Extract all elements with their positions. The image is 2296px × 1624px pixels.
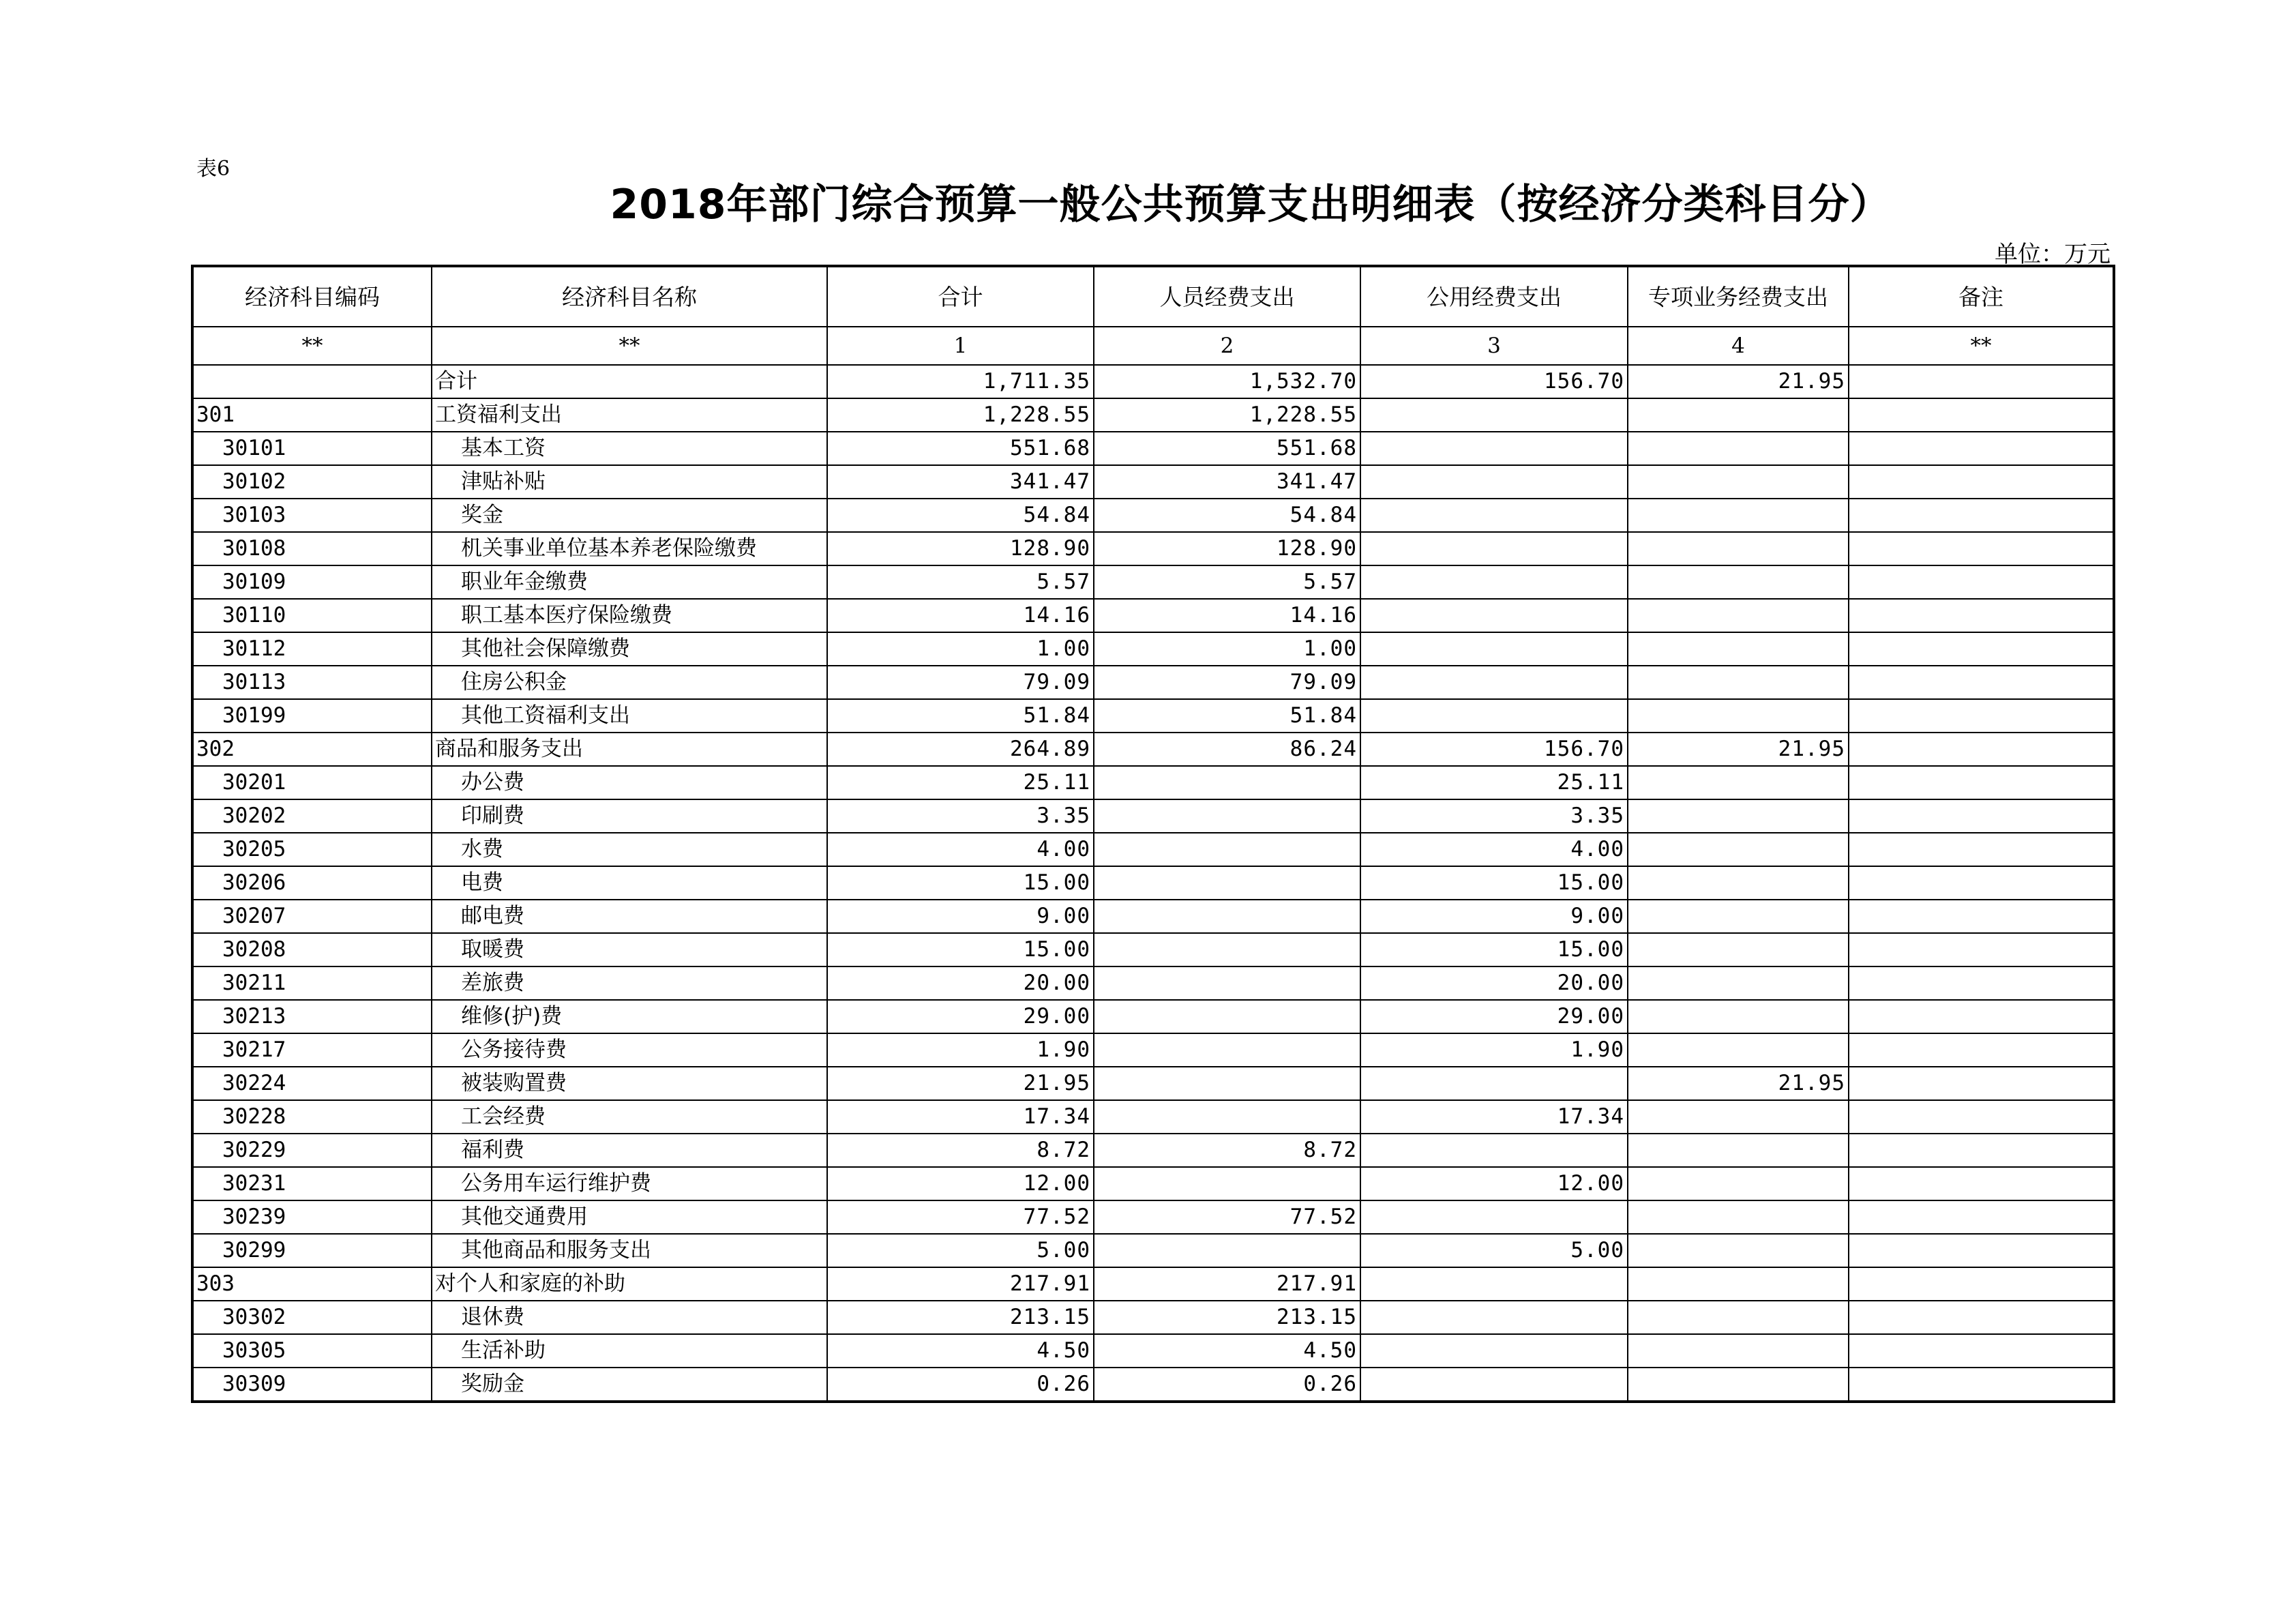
- total-cell: 54.84: [827, 499, 1094, 532]
- header-special: 专项业务经费支出: [1628, 266, 1849, 327]
- special-cell: [1628, 465, 1849, 499]
- public-cell: [1360, 699, 1628, 733]
- code-cell: 30207: [192, 900, 432, 933]
- special-cell: [1628, 1100, 1849, 1134]
- name-cell: 办公费: [432, 766, 827, 799]
- code-cell: 30231: [192, 1167, 432, 1200]
- note-cell: [1849, 1067, 2114, 1100]
- table-row: [192, 1368, 2114, 1402]
- index-cell: 4: [1628, 327, 1849, 365]
- public-cell: [1360, 1200, 1628, 1234]
- table-row: [192, 465, 2114, 499]
- code-cell: 30217: [192, 1033, 432, 1067]
- code-cell: 30103: [192, 499, 432, 532]
- total-cell: 51.84: [827, 699, 1094, 733]
- total-cell: 21.95: [827, 1067, 1094, 1100]
- name-cell: 其他工资福利支出: [432, 699, 827, 733]
- personnel-cell: 213.15: [1094, 1301, 1360, 1334]
- header-row: [192, 266, 2114, 327]
- personnel-cell: 1.00: [1094, 632, 1360, 666]
- name-cell: 机关事业单位基本养老保险缴费: [432, 532, 827, 565]
- total-cell: 264.89: [827, 733, 1094, 766]
- name-cell: 福利费: [432, 1134, 827, 1167]
- code-cell: 301: [192, 398, 432, 432]
- table-row: [192, 1200, 2114, 1234]
- note-cell: [1849, 1368, 2114, 1402]
- personnel-cell: [1094, 900, 1360, 933]
- note-cell: [1849, 833, 2114, 866]
- table-row: [192, 1000, 2114, 1033]
- personnel-cell: 128.90: [1094, 532, 1360, 565]
- note-cell: [1849, 599, 2114, 632]
- table-row: [192, 733, 2114, 766]
- index-cell: 3: [1360, 327, 1628, 365]
- public-cell: [1360, 1334, 1628, 1368]
- total-cell: 77.52: [827, 1200, 1094, 1234]
- name-cell: 奖励金: [432, 1368, 827, 1402]
- public-cell: [1360, 666, 1628, 699]
- total-cell: 213.15: [827, 1301, 1094, 1334]
- personnel-cell: 54.84: [1094, 499, 1360, 532]
- total-cell: 9.00: [827, 900, 1094, 933]
- special-cell: [1628, 632, 1849, 666]
- header-public: 公用经费支出: [1360, 266, 1628, 327]
- name-cell: 商品和服务支出: [432, 733, 827, 766]
- special-cell: [1628, 499, 1849, 532]
- note-cell: [1849, 1033, 2114, 1067]
- special-cell: [1628, 900, 1849, 933]
- name-cell: 印刷费: [432, 799, 827, 833]
- table-row: [192, 666, 2114, 699]
- special-cell: [1628, 1334, 1849, 1368]
- personnel-cell: [1094, 1100, 1360, 1134]
- special-cell: [1628, 1267, 1849, 1301]
- name-cell: 电费: [432, 866, 827, 900]
- personnel-cell: 0.26: [1094, 1368, 1360, 1402]
- public-cell: [1360, 398, 1628, 432]
- name-cell: 工资福利支出: [432, 398, 827, 432]
- public-cell: [1360, 465, 1628, 499]
- name-cell: 其他商品和服务支出: [432, 1234, 827, 1267]
- note-cell: [1849, 465, 2114, 499]
- name-cell: 其他社会保障缴费: [432, 632, 827, 666]
- name-cell: 基本工资: [432, 432, 827, 465]
- special-cell: [1628, 933, 1849, 966]
- note-cell: [1849, 666, 2114, 699]
- personnel-cell: 79.09: [1094, 666, 1360, 699]
- code-cell: 30309: [192, 1368, 432, 1402]
- table-row: [192, 1033, 2114, 1067]
- public-cell: 12.00: [1360, 1167, 1628, 1200]
- index-row: [192, 327, 2114, 365]
- public-cell: 17.34: [1360, 1100, 1628, 1134]
- total-cell: 25.11: [827, 766, 1094, 799]
- note-cell: [1849, 1200, 2114, 1234]
- name-cell: 公务接待费: [432, 1033, 827, 1067]
- note-cell: [1849, 1100, 2114, 1134]
- total-cell: 217.91: [827, 1267, 1094, 1301]
- note-cell: [1849, 632, 2114, 666]
- code-cell: 30112: [192, 632, 432, 666]
- personnel-cell: 4.50: [1094, 1334, 1360, 1368]
- header-name: 经济科目名称: [432, 266, 827, 327]
- index-cell: 2: [1094, 327, 1360, 365]
- table-row: [192, 699, 2114, 733]
- table-row: [192, 1334, 2114, 1368]
- table-row: [192, 565, 2114, 599]
- name-cell: 公务用车运行维护费: [432, 1167, 827, 1200]
- code-cell: 30101: [192, 432, 432, 465]
- note-cell: [1849, 1167, 2114, 1200]
- public-cell: 29.00: [1360, 1000, 1628, 1033]
- public-cell: 20.00: [1360, 966, 1628, 1000]
- index-cell: **: [1849, 327, 2114, 365]
- note-cell: [1849, 933, 2114, 966]
- total-cell: 128.90: [827, 532, 1094, 565]
- code-cell: 30202: [192, 799, 432, 833]
- table-row: [192, 1134, 2114, 1167]
- special-cell: [1628, 1234, 1849, 1267]
- total-cell: 17.34: [827, 1100, 1094, 1134]
- page-title: 2018年部门综合预算一般公共预算支出明细表（按经济分类科目分）: [610, 181, 1892, 228]
- name-cell: 职工基本医疗保险缴费: [432, 599, 827, 632]
- table-row: [192, 1234, 2114, 1267]
- note-cell: [1849, 766, 2114, 799]
- note-cell: [1849, 1134, 2114, 1167]
- code-cell: 30229: [192, 1134, 432, 1167]
- personnel-cell: 86.24: [1094, 733, 1360, 766]
- table-row: [192, 365, 2114, 398]
- public-cell: [1360, 1368, 1628, 1402]
- code-cell: 30109: [192, 565, 432, 599]
- code-cell: 30208: [192, 933, 432, 966]
- public-cell: [1360, 432, 1628, 465]
- public-cell: 15.00: [1360, 933, 1628, 966]
- personnel-cell: [1094, 966, 1360, 1000]
- special-cell: 21.95: [1628, 365, 1849, 398]
- note-cell: [1849, 966, 2114, 1000]
- note-cell: [1849, 866, 2114, 900]
- name-cell: 被装购置费: [432, 1067, 827, 1100]
- table-row: [192, 398, 2114, 432]
- personnel-cell: [1094, 1033, 1360, 1067]
- public-cell: 5.00: [1360, 1234, 1628, 1267]
- note-cell: [1849, 1334, 2114, 1368]
- name-cell: 生活补助: [432, 1334, 827, 1368]
- total-cell: 29.00: [827, 1000, 1094, 1033]
- special-cell: [1628, 532, 1849, 565]
- header-total: 合计: [827, 266, 1094, 327]
- total-cell: 5.57: [827, 565, 1094, 599]
- public-cell: [1360, 532, 1628, 565]
- personnel-cell: 1,228.55: [1094, 398, 1360, 432]
- public-cell: 3.35: [1360, 799, 1628, 833]
- special-cell: [1628, 1301, 1849, 1334]
- note-cell: [1849, 699, 2114, 733]
- table-row: [192, 966, 2114, 1000]
- public-cell: 1.90: [1360, 1033, 1628, 1067]
- personnel-cell: 14.16: [1094, 599, 1360, 632]
- name-cell: 职业年金缴费: [432, 565, 827, 599]
- note-cell: [1849, 565, 2114, 599]
- personnel-cell: [1094, 1000, 1360, 1033]
- total-cell: 15.00: [827, 866, 1094, 900]
- code-cell: 302: [192, 733, 432, 766]
- special-cell: 21.95: [1628, 1067, 1849, 1100]
- total-cell: 1,228.55: [827, 398, 1094, 432]
- personnel-cell: 1,532.70: [1094, 365, 1360, 398]
- special-cell: [1628, 432, 1849, 465]
- code-cell: 303: [192, 1267, 432, 1301]
- personnel-cell: [1094, 766, 1360, 799]
- total-cell: 4.50: [827, 1334, 1094, 1368]
- code-cell: 30228: [192, 1100, 432, 1134]
- index-cell: **: [192, 327, 432, 365]
- table-row: [192, 799, 2114, 833]
- name-cell: 对个人和家庭的补助: [432, 1267, 827, 1301]
- total-cell: 1.00: [827, 632, 1094, 666]
- code-cell: 30305: [192, 1334, 432, 1368]
- total-cell: 1.90: [827, 1033, 1094, 1067]
- table-number: 表6: [196, 157, 230, 181]
- special-cell: [1628, 1167, 1849, 1200]
- total-cell: 79.09: [827, 666, 1094, 699]
- code-cell: [192, 365, 432, 398]
- note-cell: [1849, 432, 2114, 465]
- public-cell: 156.70: [1360, 733, 1628, 766]
- total-cell: 0.26: [827, 1368, 1094, 1402]
- code-cell: 30108: [192, 532, 432, 565]
- personnel-cell: 8.72: [1094, 1134, 1360, 1167]
- table-row: [192, 833, 2114, 866]
- name-cell: 住房公积金: [432, 666, 827, 699]
- note-cell: [1849, 1234, 2114, 1267]
- total-cell: 20.00: [827, 966, 1094, 1000]
- special-cell: 21.95: [1628, 733, 1849, 766]
- public-cell: 156.70: [1360, 365, 1628, 398]
- special-cell: [1628, 766, 1849, 799]
- total-cell: 5.00: [827, 1234, 1094, 1267]
- code-cell: 30110: [192, 599, 432, 632]
- public-cell: [1360, 1267, 1628, 1301]
- personnel-cell: [1094, 833, 1360, 866]
- note-cell: [1849, 1000, 2114, 1033]
- name-cell: 其他交通费用: [432, 1200, 827, 1234]
- table-row: [192, 532, 2114, 565]
- public-cell: [1360, 599, 1628, 632]
- code-cell: 30302: [192, 1301, 432, 1334]
- public-cell: [1360, 1067, 1628, 1100]
- code-cell: 30299: [192, 1234, 432, 1267]
- index-cell: 1: [827, 327, 1094, 365]
- table-row: [192, 766, 2114, 799]
- public-cell: [1360, 632, 1628, 666]
- total-cell: 1,711.35: [827, 365, 1094, 398]
- name-cell: 水费: [432, 833, 827, 866]
- special-cell: [1628, 866, 1849, 900]
- header-personnel: 人员经费支出: [1094, 266, 1360, 327]
- public-cell: [1360, 1134, 1628, 1167]
- special-cell: [1628, 833, 1849, 866]
- personnel-cell: [1094, 1067, 1360, 1100]
- total-cell: 341.47: [827, 465, 1094, 499]
- note-cell: [1849, 532, 2114, 565]
- table-row: [192, 900, 2114, 933]
- note-cell: [1849, 1267, 2114, 1301]
- code-cell: 30211: [192, 966, 432, 1000]
- personnel-cell: [1094, 866, 1360, 900]
- note-cell: [1849, 1301, 2114, 1334]
- total-cell: 12.00: [827, 1167, 1094, 1200]
- code-cell: 30199: [192, 699, 432, 733]
- table-row: [192, 1067, 2114, 1100]
- index-cell: **: [432, 327, 827, 365]
- name-cell: 取暖费: [432, 933, 827, 966]
- public-cell: 15.00: [1360, 866, 1628, 900]
- total-cell: 4.00: [827, 833, 1094, 866]
- special-cell: [1628, 398, 1849, 432]
- personnel-cell: 217.91: [1094, 1267, 1360, 1301]
- note-cell: [1849, 799, 2114, 833]
- name-cell: 工会经费: [432, 1100, 827, 1134]
- name-cell: 合计: [432, 365, 827, 398]
- code-cell: 30205: [192, 833, 432, 866]
- table-row: [192, 632, 2114, 666]
- table-row: [192, 599, 2114, 632]
- total-cell: 8.72: [827, 1134, 1094, 1167]
- special-cell: [1628, 799, 1849, 833]
- table-row: [192, 1301, 2114, 1334]
- special-cell: [1628, 1368, 1849, 1402]
- table-row: [192, 432, 2114, 465]
- code-cell: 30213: [192, 1000, 432, 1033]
- special-cell: [1628, 1134, 1849, 1167]
- code-cell: 30224: [192, 1067, 432, 1100]
- personnel-cell: [1094, 1234, 1360, 1267]
- special-cell: [1628, 1200, 1849, 1234]
- code-cell: 30206: [192, 866, 432, 900]
- code-cell: 30102: [192, 465, 432, 499]
- name-cell: 津贴补贴: [432, 465, 827, 499]
- name-cell: 退休费: [432, 1301, 827, 1334]
- personnel-cell: 341.47: [1094, 465, 1360, 499]
- code-cell: 30201: [192, 766, 432, 799]
- total-cell: 15.00: [827, 933, 1094, 966]
- header-code: 经济科目编码: [192, 266, 432, 327]
- code-cell: 30239: [192, 1200, 432, 1234]
- total-cell: 14.16: [827, 599, 1094, 632]
- name-cell: 维修(护)费: [432, 1000, 827, 1033]
- personnel-cell: 51.84: [1094, 699, 1360, 733]
- special-cell: [1628, 666, 1849, 699]
- name-cell: 差旅费: [432, 966, 827, 1000]
- personnel-cell: [1094, 933, 1360, 966]
- name-cell: 邮电费: [432, 900, 827, 933]
- table-row: [192, 1267, 2114, 1301]
- name-cell: 奖金: [432, 499, 827, 532]
- public-cell: [1360, 1301, 1628, 1334]
- header-note: 备注: [1849, 266, 2114, 327]
- personnel-cell: 5.57: [1094, 565, 1360, 599]
- special-cell: [1628, 599, 1849, 632]
- note-cell: [1849, 733, 2114, 766]
- public-cell: 9.00: [1360, 900, 1628, 933]
- special-cell: [1628, 966, 1849, 1000]
- code-cell: 30113: [192, 666, 432, 699]
- special-cell: [1628, 1033, 1849, 1067]
- table-row: [192, 1167, 2114, 1200]
- personnel-cell: 77.52: [1094, 1200, 1360, 1234]
- table-row: [192, 499, 2114, 532]
- special-cell: [1628, 699, 1849, 733]
- special-cell: [1628, 565, 1849, 599]
- public-cell: 25.11: [1360, 766, 1628, 799]
- expenditure-table: [191, 265, 2115, 1403]
- public-cell: [1360, 499, 1628, 532]
- personnel-cell: [1094, 799, 1360, 833]
- table-row: [192, 866, 2114, 900]
- special-cell: [1628, 1000, 1849, 1033]
- note-cell: [1849, 499, 2114, 532]
- total-cell: 551.68: [827, 432, 1094, 465]
- table-row: [192, 1100, 2114, 1134]
- personnel-cell: [1094, 1167, 1360, 1200]
- total-cell: 3.35: [827, 799, 1094, 833]
- note-cell: [1849, 900, 2114, 933]
- unit-label: 单位：万元: [1995, 241, 2111, 268]
- public-cell: [1360, 565, 1628, 599]
- personnel-cell: 551.68: [1094, 432, 1360, 465]
- table-row: [192, 933, 2114, 966]
- note-cell: [1849, 398, 2114, 432]
- public-cell: 4.00: [1360, 833, 1628, 866]
- note-cell: [1849, 365, 2114, 398]
